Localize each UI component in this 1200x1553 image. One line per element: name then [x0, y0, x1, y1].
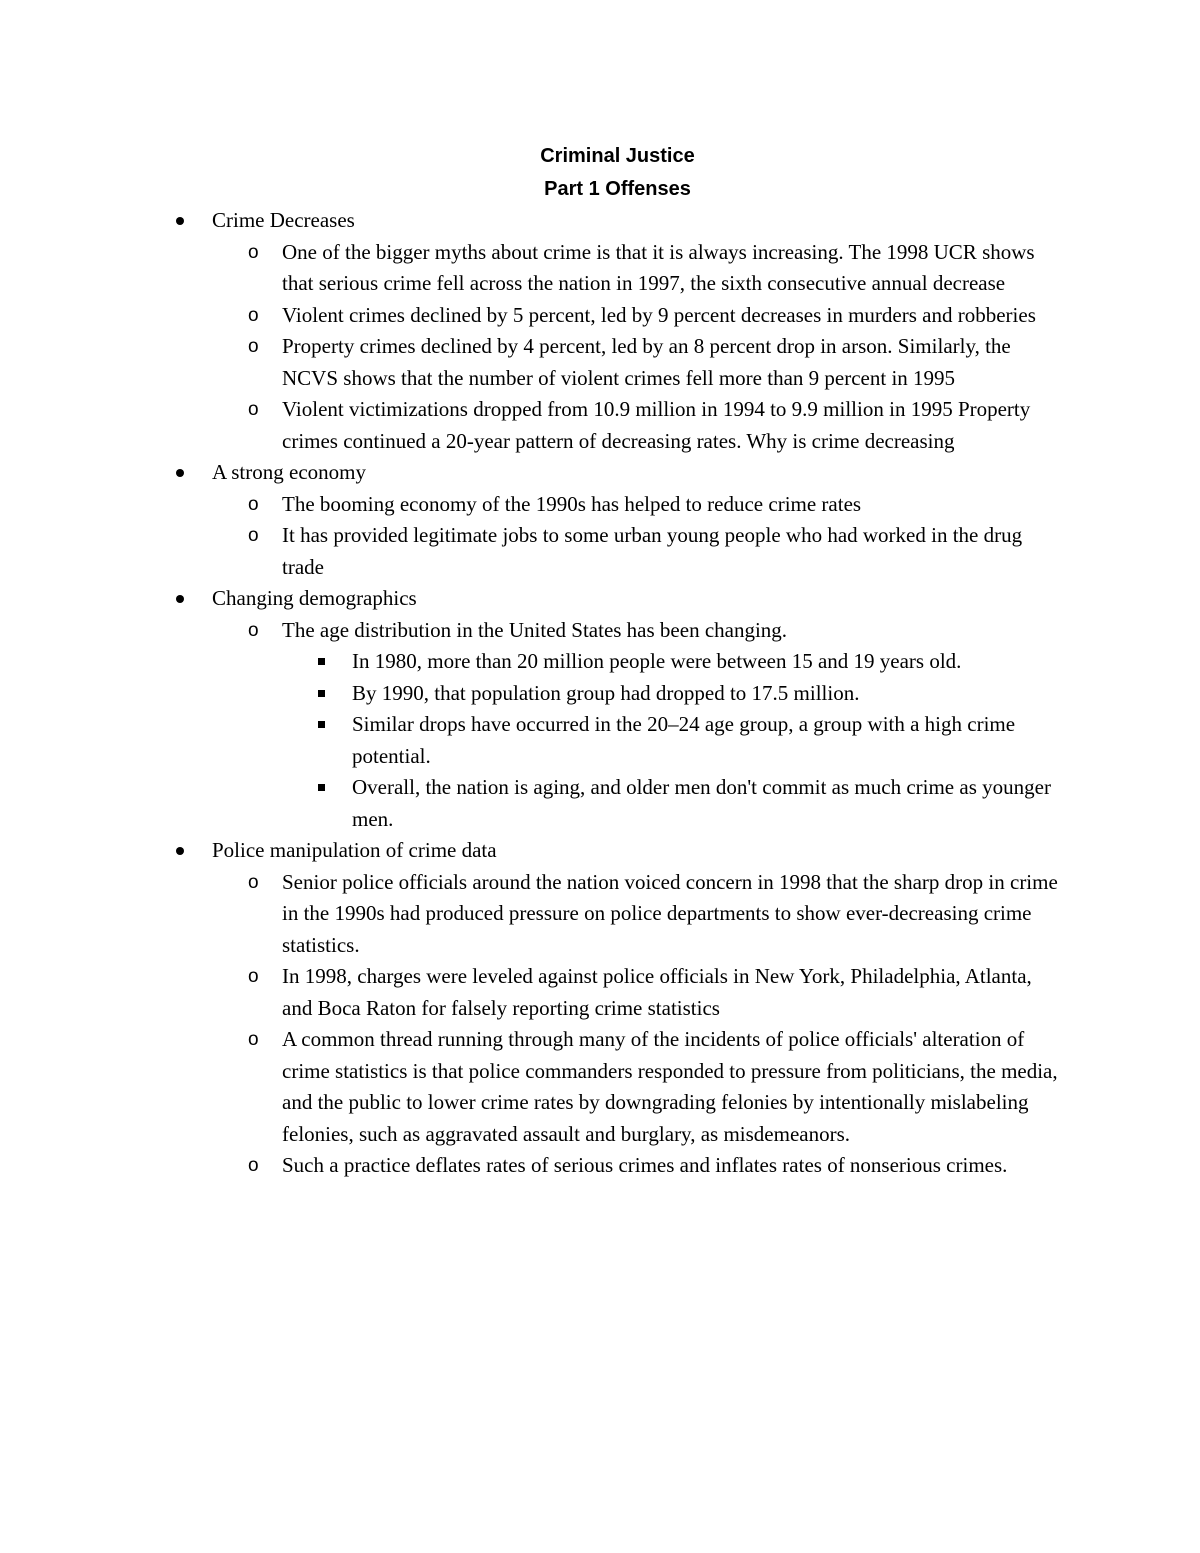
list-item-text: Senior police officials around the nation voiced concern in 1998 that the sharp drop in crime in the 1990s had produced pressure on police departments to show ever-decreasing crime statistics. — [282, 869, 1058, 957]
list-item — [0, 300, 1200, 332]
square-bullet-icon — [318, 784, 325, 791]
bullet-icon — [176, 847, 184, 855]
list-item-text: Such a practice deflates rates of serious crimes and inflates rates of nonserious crimes. — [282, 1153, 1008, 1177]
section-changing-demographics — [0, 583, 1200, 615]
circle-bullet-icon: o — [248, 241, 259, 263]
section-heading: A strong economy — [212, 460, 366, 484]
list-item-text: Property crimes declined by 4 percent, led by an 8 percent drop in arson. Similarly, the NCVS shows that the number of violent crimes fell more than 9 percent in 1995 — [282, 334, 1011, 390]
sub-list-item-text: Overall, the nation is aging, and older men don't commit as much crime as younger men. — [352, 775, 1051, 831]
list-item — [0, 961, 1200, 1024]
circle-bullet-icon: o — [248, 1155, 259, 1176]
square-bullet-icon — [318, 690, 325, 697]
list-item-text: The age distribution in the United States has been changing. — [282, 617, 788, 642]
circle-bullet-icon: o — [248, 336, 259, 357]
list-item-text: Violent victimizations dropped from 10.9 million in 1994 to 9.9 million in 1995 Property crimes continued a 20-year pattern of decreasing rates. Why is crime decreasing — [282, 397, 1031, 453]
circle-bullet-icon: o — [248, 304, 259, 326]
list-item — [0, 1150, 1200, 1182]
bullet-icon — [176, 469, 184, 477]
section-police-manipulation — [0, 835, 1200, 867]
circle-bullet-icon: o — [248, 399, 259, 420]
sub-list-item-text: Similar drops have occurred in the 20–24 age group, a group with a high crime potential. — [352, 712, 1016, 768]
square-bullet-icon — [318, 721, 325, 728]
bullet-icon — [176, 595, 184, 603]
list-item — [0, 520, 1200, 583]
section-heading: Police manipulation of crime data — [212, 838, 497, 862]
list-item — [0, 867, 1200, 962]
circle-bullet-icon: o — [248, 871, 259, 893]
document-title: Criminal Justice — [540, 145, 695, 167]
list-item-text: One of the bigger myths about crime is that it is always increasing. The 1998 UCR shows that serious crime fell across the nation in 1997, the sixth consecutive annual decrease — [282, 239, 1035, 295]
sub-list-item-text: By 1990, that population group had dropped to 17.5 million. — [352, 680, 860, 705]
circle-bullet-icon: o — [248, 1029, 259, 1050]
section-heading: Crime Decreases — [212, 208, 355, 232]
list-item — [0, 489, 1200, 521]
list-item — [0, 394, 1200, 457]
list-item-text: In 1998, charges were leveled against police officials in New York, Philadelphia, Atlanta, and Boca Raton for falsely reporting crime statistics — [282, 964, 1032, 1020]
list-item — [0, 237, 1200, 300]
list-item — [0, 615, 1200, 647]
section-strong-economy — [0, 457, 1200, 489]
list-item-text: It has provided legitimate jobs to some urban young people who had worked in the drug trade — [282, 523, 1023, 579]
section-heading: Changing demographics — [212, 586, 417, 610]
list-item-text: Violent crimes declined by 5 percent, led by 9 percent decreases in murders and robberies — [282, 302, 1036, 327]
section-crime-decreases — [0, 205, 1200, 237]
outline-list — [0, 205, 1200, 1182]
sub-list-item — [0, 772, 1200, 835]
bullet-icon — [176, 217, 184, 225]
square-bullet-icon — [318, 658, 325, 665]
title-block — [0, 140, 1200, 206]
sub-list-item — [0, 678, 1200, 710]
list-item — [0, 331, 1200, 394]
sub-list-item-text: In 1980, more than 20 million people were between 15 and 19 years old. — [352, 649, 962, 673]
circle-bullet-icon: o — [248, 525, 259, 546]
list-item-text: A common thread running through many of the incidents of police officials' alteration of crime statistics is that police commanders responded to pressure from politicians, the media, and the public to lower crime rates by downgrading felonies by intentionally mislabeling felonies, such as aggravated assault and burglary, as misdemeanors. — [282, 1027, 1058, 1146]
circle-bullet-icon: o — [248, 493, 259, 515]
circle-bullet-icon: o — [248, 619, 259, 641]
sub-list-item — [0, 646, 1200, 678]
circle-bullet-icon: o — [248, 966, 259, 987]
document-subtitle: Part 1 Offenses — [544, 178, 691, 200]
sub-list-item — [0, 709, 1200, 772]
list-item-text: The booming economy of the 1990s has helped to reduce crime rates — [282, 491, 862, 516]
list-item — [0, 1024, 1200, 1150]
